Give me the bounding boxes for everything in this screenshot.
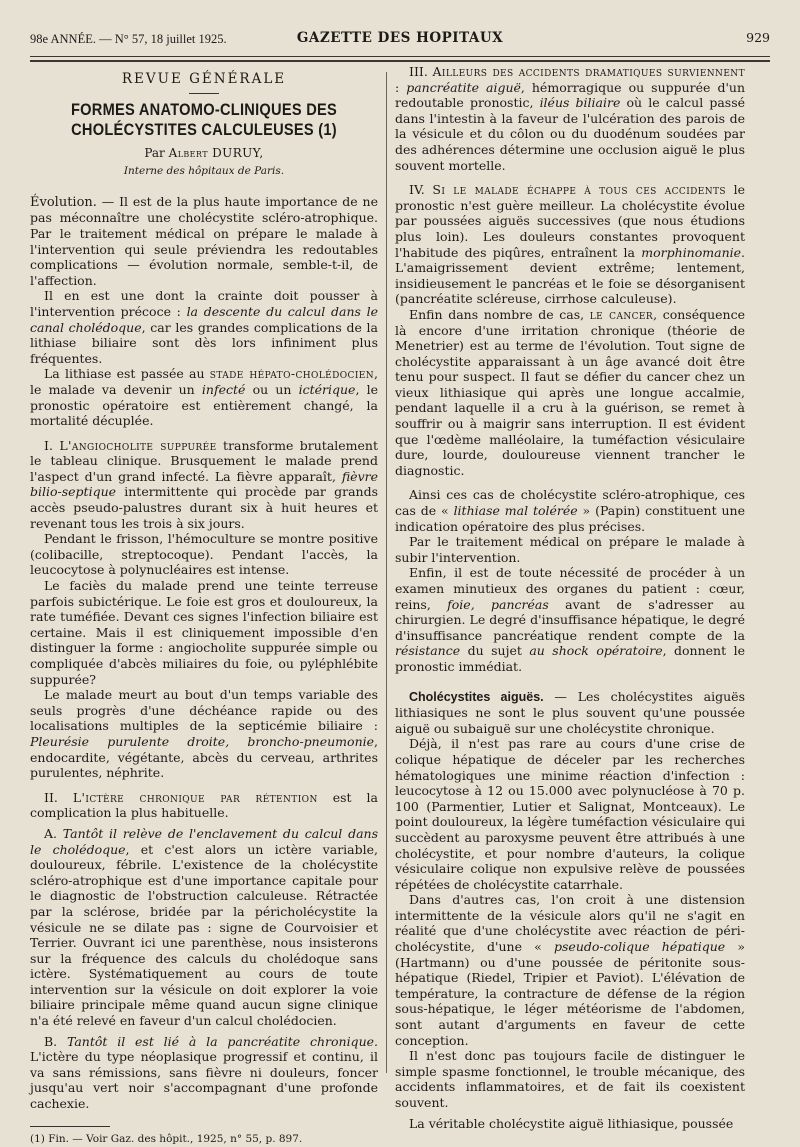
paragraph-deja: Déjà, il n'est pas rare au cours d'une crise de colique hépatique de déceler par les recherches hématologiques une minime réaction d'infection : leucocytose à 12 ou 15.000 avec polynucléose à 70 p. 100 (Parmentier, Lutier et Salignat, Montceaux). Le point douloureux, la légère tuméfaction vésiculaire qui succèdent au paroxysme peuvent être attribués à une cholécystite, et pour nombre d'auteurs, la colique vésiculaire colique non expulsive relève de poussées répétées de cholécystite catarrhale. bbox=[395, 736, 745, 892]
paragraph-evolution: Évolution. — Il est de la plus haute importance de ne pas méconnaître une cholécystite scléro-atrophique. Par le traitement médical on prépare le malade à l'intervention qui seule préviendra les redoutables complications — évolution normale, semble-t-il, de l'affection. bbox=[30, 193, 378, 288]
journal-title: GAZETTE DES HOPITAUX bbox=[296, 30, 504, 46]
header-rule-thick bbox=[30, 60, 770, 62]
paragraph-simple: Il n'est donc pas toujours facile de distinguer le simple spasme fonctionnel, le trouble mécanique, des accidents inflammatoires, et de fait ils coexistent souvent. bbox=[395, 1048, 745, 1110]
footnote: (1) Fin. — Voir Gaz. des hôpit., 1925, n° 55, p. 897. bbox=[30, 1132, 303, 1145]
issue-info: 98e ANNÉE. — N° 57, 18 juillet 1925. bbox=[30, 32, 227, 46]
author-affiliation: Interne des hôpitaux de Paris. bbox=[123, 165, 285, 178]
heading-cholecystites-aigues: Cholécystites aiguës. bbox=[409, 689, 544, 704]
heading-evolution: Évolution. bbox=[30, 194, 97, 210]
article-title: FORMES ANATOMO-CLINIQUES DES CHOLÉCYSTITES CALCULEUSES (1) bbox=[70, 99, 338, 139]
byline-prefix: Par bbox=[144, 145, 165, 160]
section-title: REVUE GÉNÉRALE bbox=[121, 71, 287, 87]
page-number: 929 bbox=[746, 30, 770, 45]
paragraph-frisson: Pendant le frisson, l'hémoculture se montre positive (colibacille, streptocoque). Pendant l'accès, la leucocytose à polynucléaires est intense. bbox=[30, 531, 378, 578]
paragraph-lithiase: La lithiase est passée au stade hépato-cholédocien, le malade va devenir un infecté ou un ictérique, le pronostic opératoire est entièrement changé, la mortalité décuplée. bbox=[30, 366, 379, 429]
paragraph-dans: Dans d'autres cas, l'on croit à une distension intermittente de la vésicule alors qu'il ne s'agit en réalité que d'une cholécystite avec réaction de péri-cholécystite, d'une « pseudo-colique hépatique » (Hartmann) ou d'une poussée de péritonite sous-hépatique (Riedel, Tripier et Paviot). L'élévation de température, la contracture de défense de la région sous-hépatique, le léger météorisme de l'abdomen, sont autant d'arguments en faveur de cette conception. bbox=[395, 892, 746, 1048]
paragraph-enfin: Enfin, il est de toute nécessité de procéder à un examen minutieux des organes du patient : cœur, reins, foie, pancréas avant de s'adresser au chirurgien. Le degré d'insuffisance hépatique, le degré d'insuffisance pancréatique rendent compte de la résistance du sujet au shock opératoire, donnent le pronostic immédiat. bbox=[395, 565, 745, 674]
author-name: Albert DURUY, bbox=[168, 145, 264, 160]
paragraph-last: La véritable cholécystite aiguë lithiasique, poussée bbox=[409, 1115, 734, 1131]
running-head bbox=[30, 28, 770, 50]
paragraph-cholecystites-aigues: Cholécystites aiguës. — Les cholécystites aiguës lithiasiques ne sont le plus souvent qu'une poussée aiguë ou subaiguë sur une cholécystite chronique. bbox=[395, 688, 745, 736]
paragraph-traitement: Par le traitement médical on prépare le malade à subir l'intervention. bbox=[395, 534, 745, 565]
column-divider bbox=[386, 72, 387, 1073]
paragraph-angiocholite: I. L'angiocholite suppurée transforme brutalement le tableau clinique. Brusquement le malade prend l'aspect d'un grand infecté. La fièvre apparaît, fièvre bilio-septique intermittente qui procède par grands accès pseudo-palustres durant six à huit heures et revenant tous les trois à six jours. bbox=[30, 437, 378, 531]
section-rule bbox=[189, 93, 219, 94]
paragraph-iii: III. Ailleurs des accidents dramatiques surviennent : pancréatite aiguë, hémorragique ou suppurée d'un redoutable pronostic, iléus biliaire où le calcul passé dans l'intestin à la faveur de l'ulcération des parois de la vésicule et du côlon ou du duodénum soudées par des adhérences détermine une occlusion aiguë le plus souvent mortelle. bbox=[395, 64, 746, 173]
byline bbox=[30, 146, 378, 162]
paragraph-ainsi: Ainsi ces cas de cholécystite scléro-atrophique, ces cas de « lithiase mal tolérée » (Papin) constituent une indication opératoire des plus précises. bbox=[395, 487, 745, 534]
paragraph-meurt: Le malade meurt au bout d'un temps variable des seuls progrès d'une déchéance rapide ou des localisations multiples de la septicémie biliaire : Pleurésie purulente droite, broncho-pneumonie, endocardite, végétante, abcès du cerveau, arthrites purulentes, néphrite. bbox=[30, 687, 378, 781]
paragraph-facies: Le faciès du malade prend une teinte terreuse parfois subictérique. Le foie est gros et douloureux, la rate tuméfiée. Devant ces signes l'infection biliaire est certaine. Mais il est cliniquement impossible d'en distinguer la forme : angiocholite suppurée simple ou compliquée d'abcès miliaires du foie, ou pyléphlébite suppurée? bbox=[30, 578, 378, 687]
paragraph-iv: IV. Si le malade échappe à tous ces accidents le pronostic n'est guère meilleur. La cholécystite évolue par poussées aiguës successives (que nous étudions plus loin). Les douleurs constantes provoquent l'habitude des piqûres, entraînent la morphinomanie. L'amaigrissement devient extrême; lentement, insidieusement le pancréas et le foie se désorganisent (pancréatite scléreuse, cirrhose calculeuse). bbox=[395, 182, 745, 307]
left-column bbox=[30, 66, 379, 1145]
paragraph-crainte: Il en est une dont la crainte doit pousser à l'intervention précoce : la descente du calcul dans le canal cholédoque, car les grandes complications de la lithiase biliaire sont dès lors infiniment plus fréquentes. bbox=[30, 288, 378, 366]
footnote-rule bbox=[30, 1126, 110, 1127]
paragraph-a: A. Tantôt il relève de l'enclavement du calcul dans le cholédoque, et c'est alors un ictère variable, douloureux, fébrile. L'existence de la cholécystite scléro-atrophique est d'une importance capitale pour le diagnostic de l'obstruction calculeuse. Rétractée par la sclérose, bridée par la péricholécystite la vésicule ne se dilate pas : signe de Courvoisier et Terrier. Ouvrant ici une parenthèse, nous insisterons sur la fréquence des calculs du cholédoque sans ictère. Systématiquement au cours de toute intervention sur la vésicule on doit explorer la voie biliaire principale même quand aucun signe clinique n'a été relevé en faveur d'un calcul cholédocien. bbox=[30, 825, 378, 1029]
paragraph-b: B. Tantôt il est lié à la pancréatite chronique. L'ictère du type néoplasique progressif et continu, il va sans rémissions, sans fièvre ni douleurs, foncer jusqu'au vert noir s'accompagnant d'une profonde cachexie. bbox=[30, 1033, 378, 1112]
paragraph-ictere: II. L'ictère chronique par rétention est la complication la plus habituelle. bbox=[30, 789, 379, 821]
right-column bbox=[395, 64, 746, 1131]
paragraph-cancer: Enfin dans nombre de cas, le cancer, conséquence là encore d'une irritation chronique (théorie de Menetrier) est au terme de l'évolution. Tout signe de cholécystite apparaissant à un âge avancé doit être tenu pour suspect. Il faut se défier du cancer chez un vieux lithiasique qui après une longue accalmie, pendant laquelle il a cru à la guérison, se remet à souffrir ou à maigrir sans interruption. Il est évident que l'œdème malléolaire, la tuméfaction vésiculaire dure, lourde, douloureuse viennent trancher le diagnostic. bbox=[395, 306, 745, 478]
header-rule bbox=[30, 56, 770, 57]
